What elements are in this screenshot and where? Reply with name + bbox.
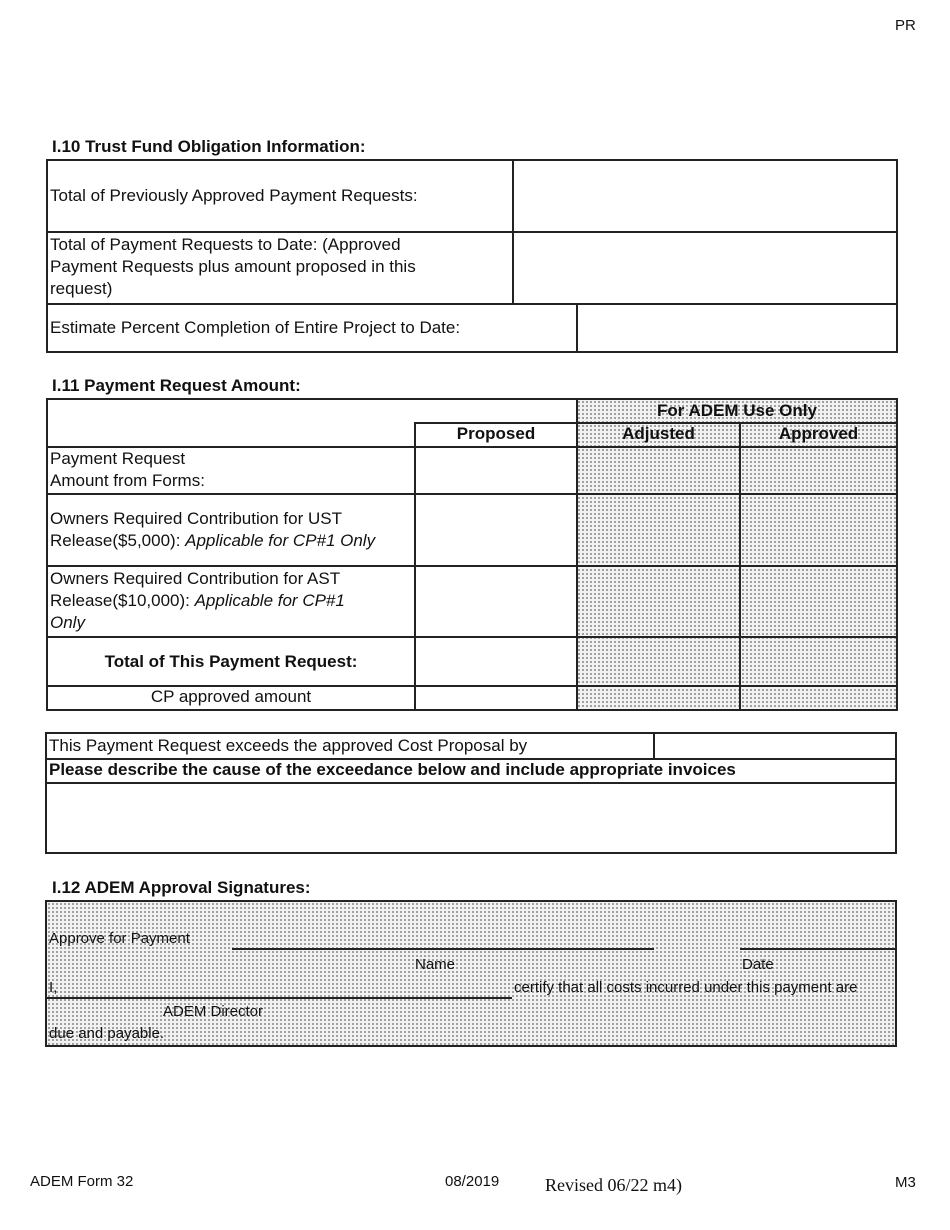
footer-code: M3 <box>895 1174 916 1191</box>
due-and-payable-text: due and payable. <box>49 1025 165 1042</box>
corner-code: PR <box>895 17 916 34</box>
name-signature-line[interactable] <box>232 948 654 950</box>
col-header-proposed: Proposed <box>456 424 536 443</box>
exceedance-amount-field[interactable] <box>653 734 895 758</box>
payment-request-proposed[interactable] <box>416 448 576 493</box>
approve-for-payment-label: Approve for Payment <box>49 930 190 947</box>
footer-revised: Revised 06/22 m4) <box>545 1175 682 1195</box>
section-title-i10: I.10 Trust Fund Obligation Information: <box>52 137 366 156</box>
ust-contribution-proposed[interactable] <box>416 495 576 565</box>
adem-use-header: For ADEM Use Only <box>657 401 817 420</box>
certify-text: certify that all costs incurred under this payment are <box>514 979 858 996</box>
adem-director-label: ADEM Director <box>163 1003 264 1020</box>
row-ast-contribution-label: Owners Required Contribution for AST Release($10,000): Applicable for CP#1 Only <box>50 569 345 632</box>
date-label: Date <box>742 956 774 973</box>
approval-signatures-box <box>45 900 897 1047</box>
requests-to-date-label: Total of Payment Requests to Date: (Approved Payment Requests plus amount proposed in this request) <box>50 235 416 298</box>
ast-contribution-proposed[interactable] <box>416 567 576 636</box>
footer-form-name: ADEM Form 32 <box>30 1173 134 1190</box>
percent-completion-value[interactable] <box>579 305 895 351</box>
prev-approved-value[interactable] <box>515 161 895 231</box>
col-divider <box>512 161 514 304</box>
section-title-i12: I.12 ADEM Approval Signatures: <box>52 878 311 897</box>
col-header-approved: Approved <box>778 424 859 443</box>
exceedance-box <box>45 732 897 854</box>
director-name-line[interactable] <box>47 997 512 999</box>
trust-fund-table <box>46 159 898 353</box>
total-payment-request-proposed[interactable] <box>416 638 576 685</box>
name-label: Name <box>415 956 456 973</box>
col-divider <box>576 400 578 709</box>
footer-date: 08/2019 <box>445 1173 500 1190</box>
col-divider <box>739 422 741 709</box>
cp-approved-amount-proposed[interactable] <box>416 687 576 709</box>
prev-approved-label: Total of Previously Approved Payment Requests: <box>50 186 418 205</box>
i-label: I, <box>49 979 58 996</box>
date-signature-line[interactable] <box>740 948 895 950</box>
exceedance-instruction: Please describe the cause of the exceedance below and include appropriate invoices <box>49 760 736 779</box>
col-header-adjusted: Adjusted <box>622 424 695 443</box>
col-divider <box>576 304 578 351</box>
percent-completion-label: Estimate Percent Completion of Entire Project to Date: <box>50 318 461 337</box>
exceedance-description-field[interactable] <box>47 784 895 852</box>
payment-request-table <box>46 398 898 711</box>
section-title-i11: I.11 Payment Request Amount: <box>52 376 301 395</box>
total-payment-request-label: Total of This Payment Request: <box>104 652 358 671</box>
exceedance-text: This Payment Request exceeds the approved Cost Proposal by <box>49 736 528 755</box>
row-ust-contribution-label: Owners Required Contribution for UST Release($5,000): Applicable for CP#1 Only <box>50 509 376 550</box>
requests-to-date-value[interactable] <box>515 233 895 303</box>
row-payment-request-label: Payment Request Amount from Forms: <box>50 449 205 490</box>
cp-approved-amount-label: CP approved amount <box>150 687 312 706</box>
